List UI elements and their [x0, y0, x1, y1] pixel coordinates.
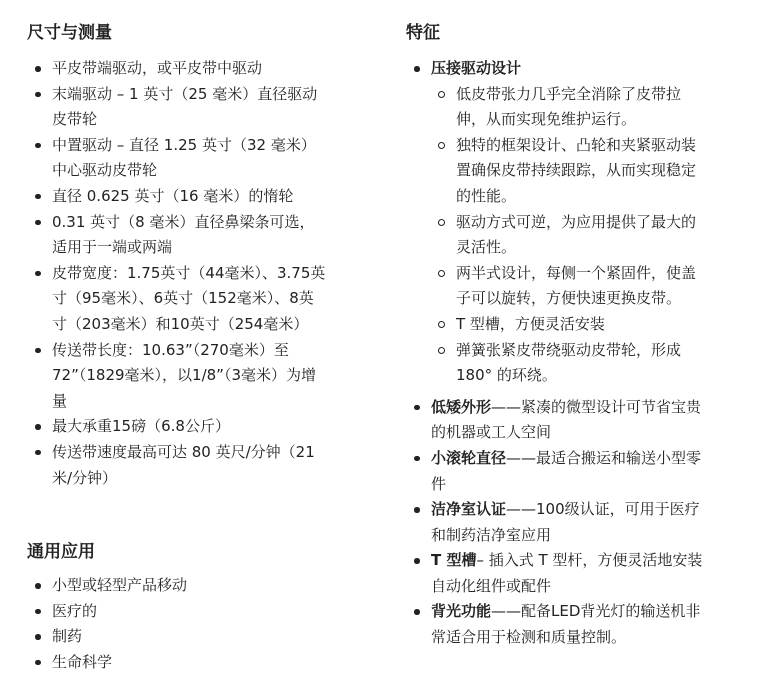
applications-list [27, 573, 327, 675]
feature-title: 洁净室认证 [431, 500, 507, 519]
feature-title: T 型槽 [431, 551, 477, 570]
feature-item [406, 548, 706, 599]
list-item: 医疗的 [27, 599, 327, 625]
list-item: 小型或轻型产品移动 [27, 573, 327, 599]
feature-title: 低矮外形 [431, 397, 492, 416]
list-item: 中置驱动 – 直径 1.25 英寸（32 毫米）中心驱动皮带轮 [27, 133, 327, 184]
sub-item: 驱动方式可逆，为应用提供了最大的灵活性。 [431, 210, 706, 261]
sub-item: 低皮带张力几乎完全消除了皮带拉伸，从而实现免维护运行。 [431, 82, 706, 133]
feature-title: 小滚轮直径 [431, 448, 507, 467]
list-item: 平皮带端驱动，或平皮带中驱动 [27, 56, 327, 82]
list-item: 最大承重15磅（6.8公斤） [27, 414, 327, 440]
list-item: 皮带宽度：1.75英寸（44毫米）、3.75英寸（95毫米）、6英寸（152毫米）、8英寸（203毫米）和10英寸（254毫米） [27, 261, 327, 338]
feature-desc: ——配备LED背光灯的输送机非常适合用于检测和质量控制。 [431, 602, 701, 647]
feature-desc: ——紧凑的微型设计可节省宝贵的机器或工人空间 [431, 397, 702, 442]
section-title-applications: 通用应用 [27, 542, 95, 562]
feature-item [406, 599, 706, 650]
sub-item: T 型槽，方便灵活安装 [431, 312, 706, 338]
sub-item: 独特的框架设计、凸轮和夹紧驱动装置确保皮带持续跟踪，从而实现稳定的性能。 [431, 133, 706, 210]
sub-item: 两半式设计，每侧一个紧固件，使盖子可以旋转，方便快速更换皮带。 [431, 261, 706, 312]
list-item: 生命科学 [27, 650, 327, 676]
list-item: 传送带长度：10.63”（270毫米）至72”（1829毫米），以1/8”（3毫米）为增量 [27, 338, 327, 415]
feature-item [406, 395, 706, 446]
features-list [406, 56, 706, 651]
feature-item [406, 56, 706, 389]
feature-item [406, 497, 706, 548]
feature-title: 背光功能 [431, 602, 492, 621]
list-item: 传送带速度最高可达 80 英尺/分钟（21米/分钟） [27, 440, 327, 491]
feature-sublist [431, 82, 706, 389]
section-title-features: 特征 [406, 23, 440, 43]
feature-desc: ——100级认证，可用于医疗和制药洁净室应用 [431, 500, 700, 544]
section-title-dimensions: 尺寸与测量 [27, 23, 112, 43]
list-item: 制药 [27, 624, 327, 650]
feature-title: 压接驱动设计 [431, 59, 522, 77]
list-item: 0.31 英寸（8 毫米）直径鼻梁条可选，适用于一端或两端 [27, 210, 327, 261]
feature-item [406, 446, 706, 497]
feature-desc: ——最适合搬运和输送小型零件 [431, 448, 702, 493]
list-item: 末端驱动 – 1 英寸（25 毫米）直径驱动皮带轮 [27, 82, 327, 133]
dimensions-list [27, 56, 327, 491]
list-item: 直径 0.625 英寸（16 毫米）的惰轮 [27, 184, 327, 210]
feature-desc: – 插入式 T 型杆，方便灵活地安装自动化组件或配件 [431, 551, 703, 595]
sub-item: 弹簧张紧皮带绕驱动皮带轮，形成180° 的环绕。 [431, 338, 706, 389]
